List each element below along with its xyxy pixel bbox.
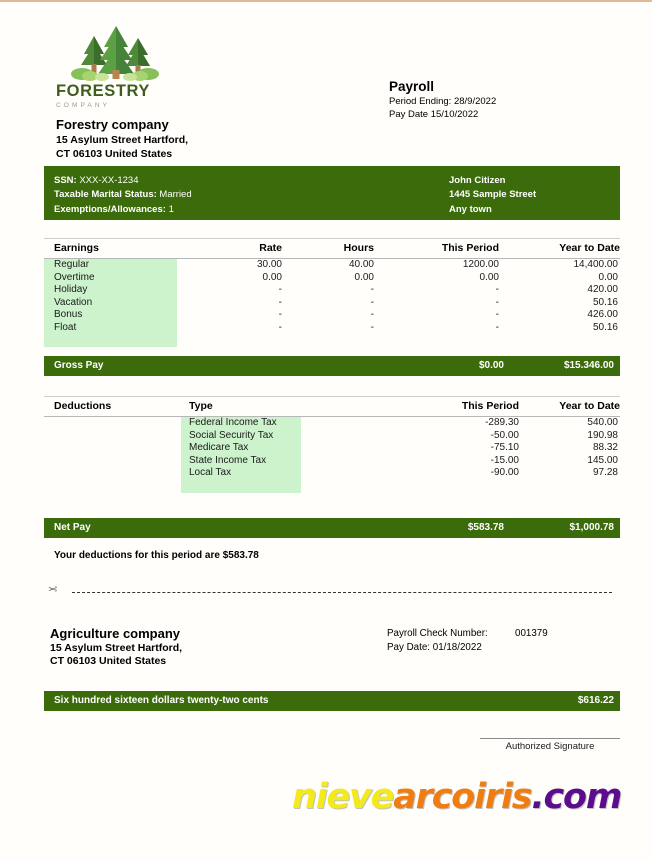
table-row (44, 297, 620, 310)
earnings-header-this-period: This Period (374, 239, 499, 259)
employee-marital-row (54, 188, 192, 202)
gross-pay-bar (44, 356, 620, 376)
stub-company-name: Agriculture company (50, 626, 181, 641)
earnings-row-hours: - (370, 284, 374, 296)
deductions-row-type: Federal Income Tax (181, 417, 301, 430)
earnings-row-name: Bonus (44, 309, 177, 322)
earnings-row-hours: - (370, 296, 374, 308)
earnings-header-ytd: Year to Date (499, 239, 620, 259)
logo-subtext: COMPANY (56, 101, 111, 109)
deductions-row-type: Local Tax (181, 467, 301, 480)
deductions-note: Your deductions for this period are $583.78 (54, 550, 259, 561)
deductions-row-this-period: -289.30 (485, 417, 519, 428)
earnings-row-this-period: - (495, 309, 499, 321)
stub-address-line-2: CT 06103 United States (50, 655, 167, 668)
earnings-header-row (44, 239, 620, 259)
net-pay-ytd: $1,000.78 (569, 522, 614, 533)
deductions-header-name: Deductions (44, 397, 181, 417)
scissors-icon: ✂ (48, 584, 58, 596)
amount-in-words: Six hundred sixteen dollars twenty-two cents (54, 695, 269, 706)
deductions-header-ytd: Year to Date (519, 397, 620, 417)
deductions-header-row (44, 397, 620, 417)
deductions-filler-cell (416, 480, 519, 493)
deductions-table (44, 396, 620, 493)
deductions-row-ytd: 540.00 (587, 417, 618, 428)
earnings-filler-cell (499, 335, 620, 348)
stub-check-details (387, 627, 548, 655)
earnings-row-this-period: - (495, 296, 499, 308)
exemptions-value: 1 (168, 203, 174, 215)
deductions-table-wrapper (44, 396, 620, 493)
earnings-filler-cell (44, 335, 177, 348)
deductions-row-ytd: 190.98 (587, 429, 618, 441)
deductions-filler-row (44, 480, 620, 493)
earnings-row-rate: 0.00 (262, 271, 282, 283)
earnings-table (44, 238, 620, 347)
earnings-row-ytd: 50.16 (592, 321, 618, 333)
table-row (44, 272, 620, 285)
amount-words-bar (44, 691, 620, 711)
earnings-row-this-period: 0.00 (479, 271, 499, 283)
employee-exemptions-row (54, 203, 192, 217)
deductions-filler-cell (301, 480, 416, 493)
earnings-row-name: Holiday (44, 284, 177, 297)
deductions-row-blank (44, 442, 181, 455)
deductions-row-this-period: -15.00 (490, 454, 519, 466)
earnings-body (44, 259, 620, 348)
table-row (44, 322, 620, 335)
employee-name: John Citizen (449, 175, 506, 186)
earnings-header-hours: Hours (282, 239, 374, 259)
deductions-row-ytd: 97.28 (592, 467, 618, 479)
cut-dashed-line (72, 592, 612, 593)
earnings-row-hours: 0.00 (354, 271, 374, 283)
employee-tax-info (54, 174, 192, 217)
table-row (44, 417, 620, 430)
pine-trees-icon (68, 24, 164, 82)
deductions-filler-cell (44, 480, 181, 493)
deductions-header-spacer (301, 397, 416, 417)
earnings-row-this-period: - (495, 321, 499, 333)
pay-date: Pay Date 15/10/2022 (389, 108, 479, 120)
earnings-row-rate: - (278, 309, 282, 321)
deductions-row-type: Social Security Tax (181, 430, 301, 443)
earnings-row-ytd: 0.00 (598, 271, 618, 283)
page-top-rule (0, 0, 652, 2)
earnings-row-hours: - (370, 309, 374, 321)
earnings-filler-cell (177, 335, 282, 348)
earnings-filler-cell (374, 335, 499, 348)
employee-ssn-row (54, 174, 192, 188)
earnings-row-name: Overtime (44, 272, 177, 285)
earnings-row-rate: - (278, 284, 282, 296)
page-title: Payroll (389, 79, 435, 94)
deductions-row-type: Medicare Tax (181, 442, 301, 455)
earnings-row-ytd: 426.00 (587, 309, 618, 321)
earnings-row-ytd: 50.16 (592, 296, 618, 308)
watermark-part-3: .com (531, 777, 622, 817)
earnings-filler-row (44, 335, 620, 348)
table-row (44, 309, 620, 322)
logo-wordmark: FORESTRY (56, 82, 151, 100)
company-branding (56, 24, 316, 162)
deductions-filler-cell (519, 480, 620, 493)
deductions-header-this-period: This Period (416, 397, 519, 417)
marital-status-label: Taxable Marital Status: (54, 189, 157, 201)
deductions-row-type: State Income Tax (181, 455, 301, 468)
company-name: Forestry company (56, 117, 169, 132)
deductions-row-blank (44, 467, 181, 480)
stub-pay-date: Pay Date: 01/18/2022 (387, 642, 482, 653)
gross-pay-this-period: $0.00 (478, 360, 504, 371)
stub-company-block (50, 626, 182, 668)
check-number-row (387, 627, 548, 641)
net-pay-bar (44, 518, 620, 538)
deductions-row-spacer (301, 430, 416, 443)
table-row (44, 284, 620, 297)
period-ending: Period Ending: 28/9/2022 (389, 95, 497, 107)
earnings-header-name: Earnings (44, 239, 177, 259)
deductions-row-this-period: -50.00 (490, 429, 519, 441)
earnings-row-hours: - (370, 321, 374, 333)
document-header (44, 24, 620, 159)
company-address-line-1: 15 Asylum Street Hartford, (56, 133, 189, 146)
employee-address-line-1: 1445 Sample Street (449, 189, 537, 201)
cut-here-row (48, 585, 620, 599)
employee-address-block (449, 174, 536, 217)
check-number-label: Payroll Check Number: (387, 628, 488, 639)
deductions-row-blank (44, 417, 181, 430)
deductions-row-blank (44, 430, 181, 443)
table-row (44, 467, 620, 480)
net-pay-this-period: $583.78 (467, 522, 504, 533)
earnings-header-rate: Rate (177, 239, 282, 259)
payroll-meta (389, 80, 496, 121)
earnings-row-name: Vacation (44, 297, 177, 310)
watermark-part-1: nieve (292, 777, 394, 817)
deductions-filler-cell (181, 480, 301, 493)
table-row (44, 442, 620, 455)
watermark-part-2: arcoiris (393, 777, 532, 817)
ssn-value: XXX-XX-1234 (79, 175, 139, 186)
stub-address-line-1: 15 Asylum Street Hartford, (50, 641, 183, 654)
earnings-row-ytd: 14,400.00 (573, 259, 618, 270)
gross-pay-label: Gross Pay (54, 360, 104, 371)
deductions-row-ytd: 145.00 (587, 454, 618, 466)
earnings-row-this-period: 1200.00 (462, 259, 499, 270)
employee-address-line-2: Any town (449, 203, 492, 215)
earnings-filler-cell (282, 335, 374, 348)
earnings-row-rate: - (278, 296, 282, 308)
deductions-row-this-period: -90.00 (490, 467, 519, 479)
check-number-value: 001379 (515, 628, 548, 639)
deductions-row-ytd: 88.32 (592, 442, 618, 454)
deductions-row-spacer (301, 417, 416, 430)
watermark (292, 777, 622, 817)
authorized-signature-label: Authorized Signature (480, 738, 620, 752)
net-pay-label: Net Pay (54, 522, 91, 533)
marital-status-value: Married (159, 189, 192, 201)
exemptions-label: Exemptions/Allowances: (54, 203, 166, 215)
earnings-row-ytd: 420.00 (587, 284, 618, 296)
deductions-header-type: Type (181, 397, 301, 417)
company-address-line-2: CT 06103 United States (56, 148, 173, 161)
deductions-row-spacer (301, 467, 416, 480)
earnings-row-rate: 30.00 (256, 259, 282, 270)
deductions-row-spacer (301, 455, 416, 468)
deductions-row-blank (44, 455, 181, 468)
earnings-row-this-period: - (495, 284, 499, 296)
deductions-body (44, 417, 620, 493)
earnings-row-name: Float (44, 322, 177, 335)
earnings-row-name: Regular (44, 259, 177, 272)
amount-value: $616.22 (577, 695, 614, 706)
gross-pay-ytd: $15.346.00 (563, 360, 614, 371)
earnings-table-wrapper (44, 238, 620, 347)
table-row (44, 455, 620, 468)
ssn-label: SSN: (54, 175, 77, 186)
table-row (44, 259, 620, 272)
table-row (44, 430, 620, 443)
deductions-row-spacer (301, 442, 416, 455)
employee-info-band (44, 166, 620, 220)
earnings-row-rate: - (278, 321, 282, 333)
earnings-row-hours: 40.00 (348, 259, 374, 270)
deductions-row-this-period: -75.10 (490, 442, 519, 454)
